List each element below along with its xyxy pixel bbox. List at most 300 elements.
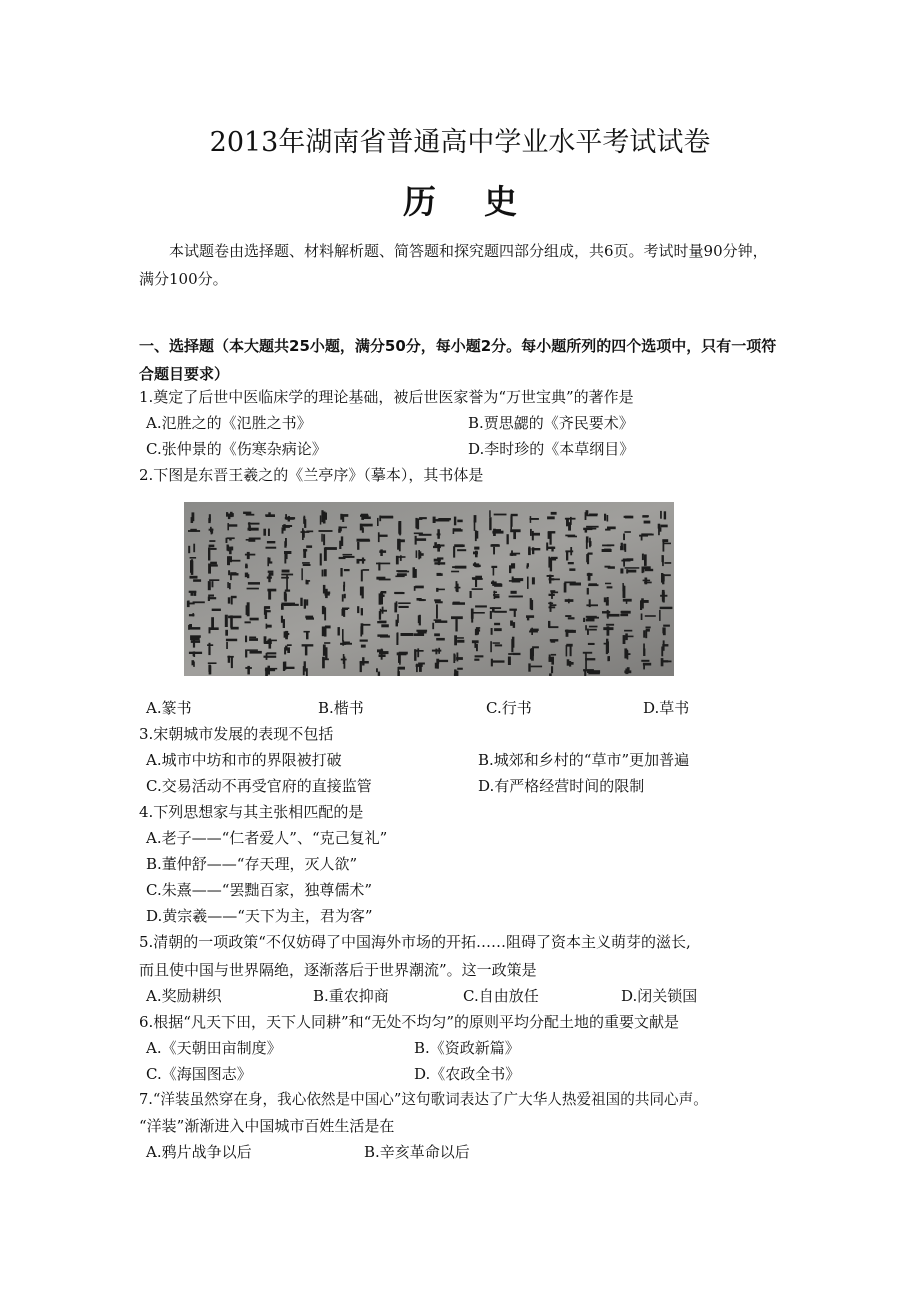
calligraphy-stroke (340, 643, 346, 645)
calligraphy-stroke (341, 536, 343, 546)
calligraphy-stroke (226, 512, 228, 517)
calligraphy-stroke (527, 616, 529, 621)
calligraphy-stroke (285, 538, 287, 546)
calligraphy-stroke (341, 514, 349, 517)
calligraphy-stroke (250, 538, 261, 540)
calligraphy-stroke (604, 643, 609, 645)
q2-stem: 2.下图是东晋王羲之的《兰亭序》（摹本），其书体是 (139, 466, 484, 484)
calligraphy-stroke (342, 629, 344, 641)
calligraphy-stroke (189, 652, 202, 654)
calligraphy-stroke (453, 654, 455, 664)
calligraphy-stroke (511, 639, 513, 652)
q3-option-c: C.交易活动不再受官府的直接监管 (146, 777, 372, 795)
calligraphy-stroke (435, 621, 447, 623)
calligraphy-stroke (305, 616, 313, 619)
calligraphy-stroke (663, 628, 666, 636)
calligraphy-stroke (661, 573, 663, 583)
calligraphy-stroke (306, 545, 312, 548)
calligraphy-stroke (285, 631, 288, 639)
calligraphy-stroke (361, 570, 363, 582)
calligraphy-stroke (344, 594, 346, 599)
calligraphy-stroke (507, 534, 509, 544)
calligraphy-stroke (623, 599, 632, 602)
calligraphy-stroke (281, 603, 295, 605)
q4-option-a: A.老子——“仁者爱人”、“克己复礼” (146, 829, 388, 847)
calligraphy-stroke (399, 654, 401, 664)
calligraphy-stroke (380, 609, 382, 615)
calligraphy-stroke (191, 517, 194, 523)
calligraphy-stroke (212, 609, 221, 611)
calligraphy-stroke (550, 532, 552, 545)
calligraphy-stroke (210, 565, 218, 567)
calligraphy-stroke (493, 642, 500, 644)
calligraphy-stroke (528, 663, 530, 671)
q4-option-c: C.朱熹——“罢黜百家，独尊儒术” (146, 881, 373, 899)
calligraphy-stroke (245, 554, 255, 556)
calligraphy-stroke (513, 622, 515, 628)
calligraphy-stroke (586, 536, 589, 542)
calligraphy-stroke (376, 563, 390, 565)
calligraphy-stroke (551, 547, 553, 552)
calligraphy-stroke (230, 615, 233, 627)
calligraphy-stroke (623, 534, 625, 541)
calligraphy-stroke (208, 581, 211, 590)
calligraphy-stroke (381, 516, 394, 519)
calligraphy-stroke (663, 543, 671, 545)
calligraphy-stroke (268, 589, 271, 600)
calligraphy-stroke (268, 666, 271, 675)
calligraphy-stroke (210, 562, 217, 565)
calligraphy-stroke (360, 515, 369, 517)
calligraphy-stroke (453, 546, 455, 557)
calligraphy-stroke (530, 529, 532, 536)
calligraphy-stroke (583, 618, 585, 622)
calligraphy-stroke (457, 520, 462, 523)
calligraphy-stroke (341, 659, 347, 661)
calligraphy-stroke (281, 577, 289, 579)
calligraphy-stroke (457, 549, 466, 551)
calligraphy-stroke (489, 510, 491, 517)
calligraphy-stroke (398, 602, 410, 604)
calligraphy-stroke (228, 546, 230, 552)
calligraphy-stroke (551, 654, 556, 656)
calligraphy-stroke (643, 644, 645, 649)
q3-option-d: D.有严格经营时间的限制 (478, 777, 645, 795)
calligraphy-stroke (588, 643, 595, 645)
calligraphy-stroke (437, 589, 445, 591)
calligraphy-stroke (381, 591, 387, 594)
calligraphy-stroke (549, 578, 555, 580)
calligraphy-stroke (363, 524, 373, 527)
calligraphy-stroke (225, 630, 228, 636)
calligraphy-stroke (188, 603, 195, 605)
calligraphy-stroke (208, 662, 217, 664)
calligraphy-stroke (245, 621, 251, 623)
calligraphy-stroke (245, 667, 252, 669)
calligraphy-stroke (566, 645, 568, 656)
calligraphy-stroke (398, 571, 409, 573)
calligraphy-stroke (263, 529, 266, 536)
calligraphy-stroke (643, 663, 645, 669)
calligraphy-stroke (585, 625, 587, 630)
calligraphy-stroke (189, 627, 200, 630)
calligraphy-stroke (248, 582, 260, 585)
calligraphy-stroke (324, 569, 327, 576)
calligraphy-stroke (511, 563, 513, 568)
calligraphy-stroke (419, 615, 421, 626)
calligraphy-stroke (437, 545, 445, 547)
calligraphy-stroke (228, 514, 231, 520)
calligraphy-stroke (474, 659, 479, 661)
calligraphy-stroke (283, 619, 285, 628)
calligraphy-stroke (379, 654, 386, 657)
calligraphy-stroke (323, 585, 326, 594)
calligraphy-stroke (588, 673, 600, 675)
calligraphy-stroke (342, 594, 344, 601)
calligraphy-stroke (357, 559, 360, 564)
calligraphy-stroke (245, 564, 247, 569)
calligraphy-stroke (208, 647, 210, 655)
calligraphy-stroke (189, 614, 195, 616)
calligraphy-stroke (303, 564, 311, 566)
calligraphy-stroke (475, 530, 477, 541)
calligraphy-stroke (436, 638, 445, 641)
calligraphy-stroke (226, 639, 237, 642)
calligraphy-stroke (377, 518, 379, 526)
calligraphy-stroke (530, 518, 539, 520)
calligraphy-stroke (475, 605, 487, 607)
calligraphy-stroke (494, 611, 506, 613)
calligraphy-stroke (226, 642, 228, 649)
calligraphy-stroke (322, 606, 325, 614)
calligraphy-stroke (190, 637, 200, 640)
calligraphy-stroke (231, 513, 234, 517)
calligraphy-stroke (306, 580, 310, 582)
calligraphy-stroke (418, 631, 427, 634)
calligraphy-stroke (491, 566, 497, 568)
calligraphy-stroke (414, 586, 416, 591)
calligraphy-stroke (585, 658, 587, 669)
calligraphy-stroke (530, 629, 539, 631)
calligraphy-stroke (322, 570, 324, 577)
calligraphy-stroke (250, 651, 262, 654)
calligraphy-stroke (437, 661, 439, 669)
calligraphy-stroke (378, 532, 380, 542)
calligraphy-stroke (306, 599, 308, 605)
calligraphy-stroke (490, 611, 492, 619)
calligraphy-stroke (494, 623, 500, 625)
calligraphy-stroke (228, 656, 230, 663)
calligraphy-stroke (193, 651, 195, 657)
calligraphy-stroke (325, 647, 327, 659)
calligraphy-stroke (585, 652, 587, 659)
calligraphy-stroke (362, 587, 364, 599)
calligraphy-stroke (416, 550, 418, 558)
calligraphy-stroke (381, 624, 389, 627)
q2-option-c: C.行书 (486, 699, 532, 717)
calligraphy-stroke (360, 662, 362, 672)
calligraphy-stroke (399, 539, 401, 546)
calligraphy-stroke (658, 528, 660, 536)
calligraphy-stroke (660, 607, 673, 609)
calligraphy-stroke (662, 590, 665, 599)
calligraphy-stroke (627, 653, 631, 655)
calligraphy-stroke (376, 668, 378, 672)
calligraphy-stroke (303, 666, 305, 675)
calligraphy-stroke (267, 515, 272, 517)
calligraphy-stroke (340, 568, 342, 577)
calligraphy-stroke (627, 570, 636, 573)
calligraphy-stroke (208, 597, 210, 601)
calligraphy-stroke (588, 573, 590, 581)
calligraphy-stroke (325, 513, 327, 520)
calligraphy-stroke (188, 546, 190, 553)
calligraphy-stroke (281, 604, 284, 610)
calligraphy-stroke (438, 660, 448, 662)
calligraphy-stroke (587, 629, 589, 635)
calligraphy-stroke (380, 549, 383, 556)
calligraphy-stroke (508, 653, 520, 655)
calligraphy-stroke (249, 637, 256, 639)
q5-option-a: A.奖励耕织 (146, 987, 222, 1005)
calligraphy-stroke (210, 548, 216, 550)
q1-stem: 1.奠定了后世中医临床学的理论基础，被后世医家誉为“万世宝典”的著作是 (139, 388, 634, 406)
calligraphy-stroke (399, 652, 408, 655)
calligraphy-stroke (475, 655, 484, 657)
calligraphy-stroke (565, 599, 574, 602)
calligraphy-stroke (622, 583, 624, 591)
calligraphy-stroke (550, 590, 555, 592)
calligraphy-stroke (493, 547, 495, 555)
calligraphy-stroke (414, 569, 417, 578)
calligraphy-stroke (227, 556, 230, 565)
calligraphy-stroke (531, 648, 534, 661)
calligraphy-stroke (457, 668, 463, 670)
q3-option-b: B.城郊和乡村的“草市”更加普遍 (478, 751, 690, 769)
calligraphy-stroke (568, 536, 577, 538)
calligraphy-stroke (457, 653, 459, 662)
calligraphy-stroke (586, 604, 598, 606)
calligraphy-stroke (528, 548, 531, 555)
calligraphy-stroke (281, 574, 293, 576)
calligraphy-stroke (250, 618, 259, 621)
calligraphy-stroke (471, 609, 474, 619)
calligraphy-stroke (620, 614, 628, 617)
calligraphy-stroke (625, 567, 640, 569)
calligraphy-stroke (360, 640, 368, 642)
calligraphy-stroke (268, 571, 274, 573)
calligraphy-stroke (607, 586, 613, 588)
calligraphy-stroke (551, 593, 553, 599)
calligraphy-stroke (624, 516, 632, 518)
calligraphy-stroke (284, 647, 286, 654)
calligraphy-stroke (532, 533, 540, 536)
calligraphy-stroke (547, 547, 556, 549)
calligraphy-stroke (454, 635, 457, 645)
calligraphy-stroke (663, 640, 665, 650)
calligraphy-stroke (300, 598, 302, 606)
calligraphy-stroke (662, 555, 664, 562)
calligraphy-stroke (324, 547, 327, 561)
calligraphy-stroke (188, 530, 200, 532)
calligraphy-stroke (361, 645, 366, 648)
calligraphy-stroke (549, 673, 552, 676)
calligraphy-stroke (476, 627, 480, 629)
calligraphy-stroke (211, 529, 213, 534)
calligraphy-stroke (586, 616, 597, 618)
calligraphy-stroke (325, 592, 330, 595)
calligraphy-stroke (417, 598, 422, 601)
calligraphy-stroke (605, 583, 611, 585)
calligraphy-stroke (457, 640, 464, 643)
calligraphy-stroke (416, 664, 423, 667)
calligraphy-stroke (225, 615, 228, 627)
calligraphy-stroke (566, 644, 572, 647)
calligraphy-stroke (436, 588, 438, 592)
calligraphy-stroke (231, 597, 233, 605)
calligraphy-stroke (267, 652, 277, 654)
calligraphy-stroke (287, 644, 292, 646)
calligraphy-stroke (476, 644, 478, 651)
calligraphy-stroke (302, 562, 310, 564)
calligraphy-stroke (510, 621, 513, 626)
calligraphy-stroke (550, 639, 559, 641)
q7-option-b: B.辛亥革命以后 (364, 1143, 470, 1161)
q6-option-c: C.《海国图志》 (146, 1065, 252, 1083)
calligraphy-stroke (493, 594, 499, 596)
calligraphy-stroke (379, 651, 389, 654)
calligraphy-stroke (624, 531, 631, 533)
calligraphy-stroke (379, 621, 387, 623)
calligraphy-stroke (641, 660, 649, 662)
calligraphy-stroke (379, 593, 382, 604)
calligraphy-stroke (621, 543, 623, 550)
calligraphy-stroke (362, 657, 364, 665)
calligraphy-stroke (510, 553, 517, 555)
calligraphy-stroke (382, 607, 384, 614)
calligraphy-stroke (664, 562, 671, 564)
calligraphy-stroke (362, 624, 370, 626)
calligraphy-stroke (304, 631, 310, 633)
calligraphy-stroke (394, 592, 403, 594)
calligraphy-stroke (472, 612, 485, 614)
calligraphy-stroke (434, 599, 441, 601)
calligraphy-stroke (621, 560, 630, 562)
q7-stem-line1: 7.“洋装虽然穿在身，我心依然是中国心”这句歌词表达了广大华人热爱祖国的共同心声。 (139, 1091, 708, 1108)
calligraphy-stroke (283, 525, 290, 528)
calligraphy-stroke (415, 650, 424, 652)
calligraphy-stroke (227, 582, 229, 588)
q1-option-c: C.张仲景的《伤寒杂病论》 (146, 440, 327, 458)
calligraphy-stroke (491, 544, 498, 546)
calligraphy-stroke (644, 521, 651, 524)
calligraphy-stroke (644, 554, 647, 566)
calligraphy-stroke (419, 551, 421, 558)
q7-stem-line2: “洋装”渐渐进入中国城市百姓生活是在 (139, 1117, 395, 1135)
calligraphy-stroke (287, 647, 290, 653)
calligraphy-stroke (247, 603, 249, 611)
calligraphy-stroke (381, 649, 383, 660)
calligraphy-stroke (564, 583, 567, 593)
calligraphy-stroke (642, 515, 648, 517)
calligraphy-stroke (415, 536, 417, 545)
calligraphy-stroke (586, 526, 599, 528)
calligraphy-stroke (641, 535, 643, 541)
calligraphy-stroke (551, 512, 557, 515)
calligraphy-stroke (284, 667, 294, 669)
calligraphy-stroke (495, 644, 502, 646)
calligraphy-stroke (306, 531, 313, 533)
calligraphy-stroke (551, 657, 554, 665)
calligraphy-stroke (435, 519, 446, 521)
calligraphy-stroke (343, 610, 345, 617)
calligraphy-stroke (245, 573, 248, 578)
calligraphy-stroke (267, 541, 275, 543)
q3-option-a: A.城市中坊和市的界限被打破 (146, 751, 342, 769)
calligraphy-stroke (357, 542, 359, 550)
calligraphy-stroke (245, 636, 247, 643)
calligraphy-stroke (438, 530, 440, 538)
calligraphy-stroke (267, 625, 272, 628)
calligraphy-stroke (452, 602, 465, 605)
calligraphy-stroke (231, 547, 234, 551)
calligraphy-stroke (472, 588, 483, 590)
calligraphy-stroke (660, 511, 662, 519)
calligraphy-stroke (342, 517, 344, 522)
calligraphy-stroke (357, 539, 370, 542)
calligraphy-stroke (588, 528, 597, 530)
q2-option-d: D.草书 (643, 699, 690, 717)
calligraphy-stroke (665, 574, 671, 576)
calligraphy-stroke (229, 583, 231, 589)
calligraphy-stroke (268, 575, 270, 583)
calligraphy-stroke (265, 668, 268, 677)
calligraphy-stroke (282, 527, 284, 533)
calligraphy-stroke (302, 528, 304, 540)
calligraphy-stroke (607, 610, 609, 618)
calligraphy-stroke (212, 581, 214, 587)
calligraphy-stroke (549, 655, 551, 662)
calligraphy-stroke (532, 577, 535, 584)
calligraphy-stroke (416, 538, 426, 541)
q4-option-b: B.董仲舒——“存天理，灭人欲” (146, 855, 358, 873)
calligraphy-stroke (417, 648, 419, 657)
calligraphy-stroke (230, 574, 232, 580)
calligraphy-stroke (209, 579, 219, 581)
calligraphy-stroke (566, 518, 569, 526)
calligraphy-stroke (565, 615, 571, 617)
calligraphy-stroke (620, 568, 623, 573)
calligraphy-stroke (586, 554, 588, 562)
q2-option-b: B.楷书 (318, 699, 364, 717)
calligraphy-stroke (284, 592, 287, 600)
calligraphy-stroke (472, 640, 479, 643)
calligraphy-stroke (320, 553, 322, 565)
calligraphy-stroke (474, 520, 476, 531)
calligraphy-stroke (454, 517, 456, 526)
calligraphy-stroke (643, 580, 651, 582)
calligraphy-stroke (513, 563, 515, 568)
calligraphy-stroke (361, 608, 363, 615)
calligraphy-stroke (323, 658, 329, 660)
calligraphy-stroke (231, 656, 233, 668)
calligraphy-stroke (339, 557, 346, 559)
calligraphy-stroke (659, 610, 661, 621)
calligraphy-stroke (433, 517, 436, 523)
calligraphy-stroke (193, 544, 195, 553)
calligraphy-stroke (324, 642, 330, 644)
calligraphy-stroke (305, 646, 308, 655)
